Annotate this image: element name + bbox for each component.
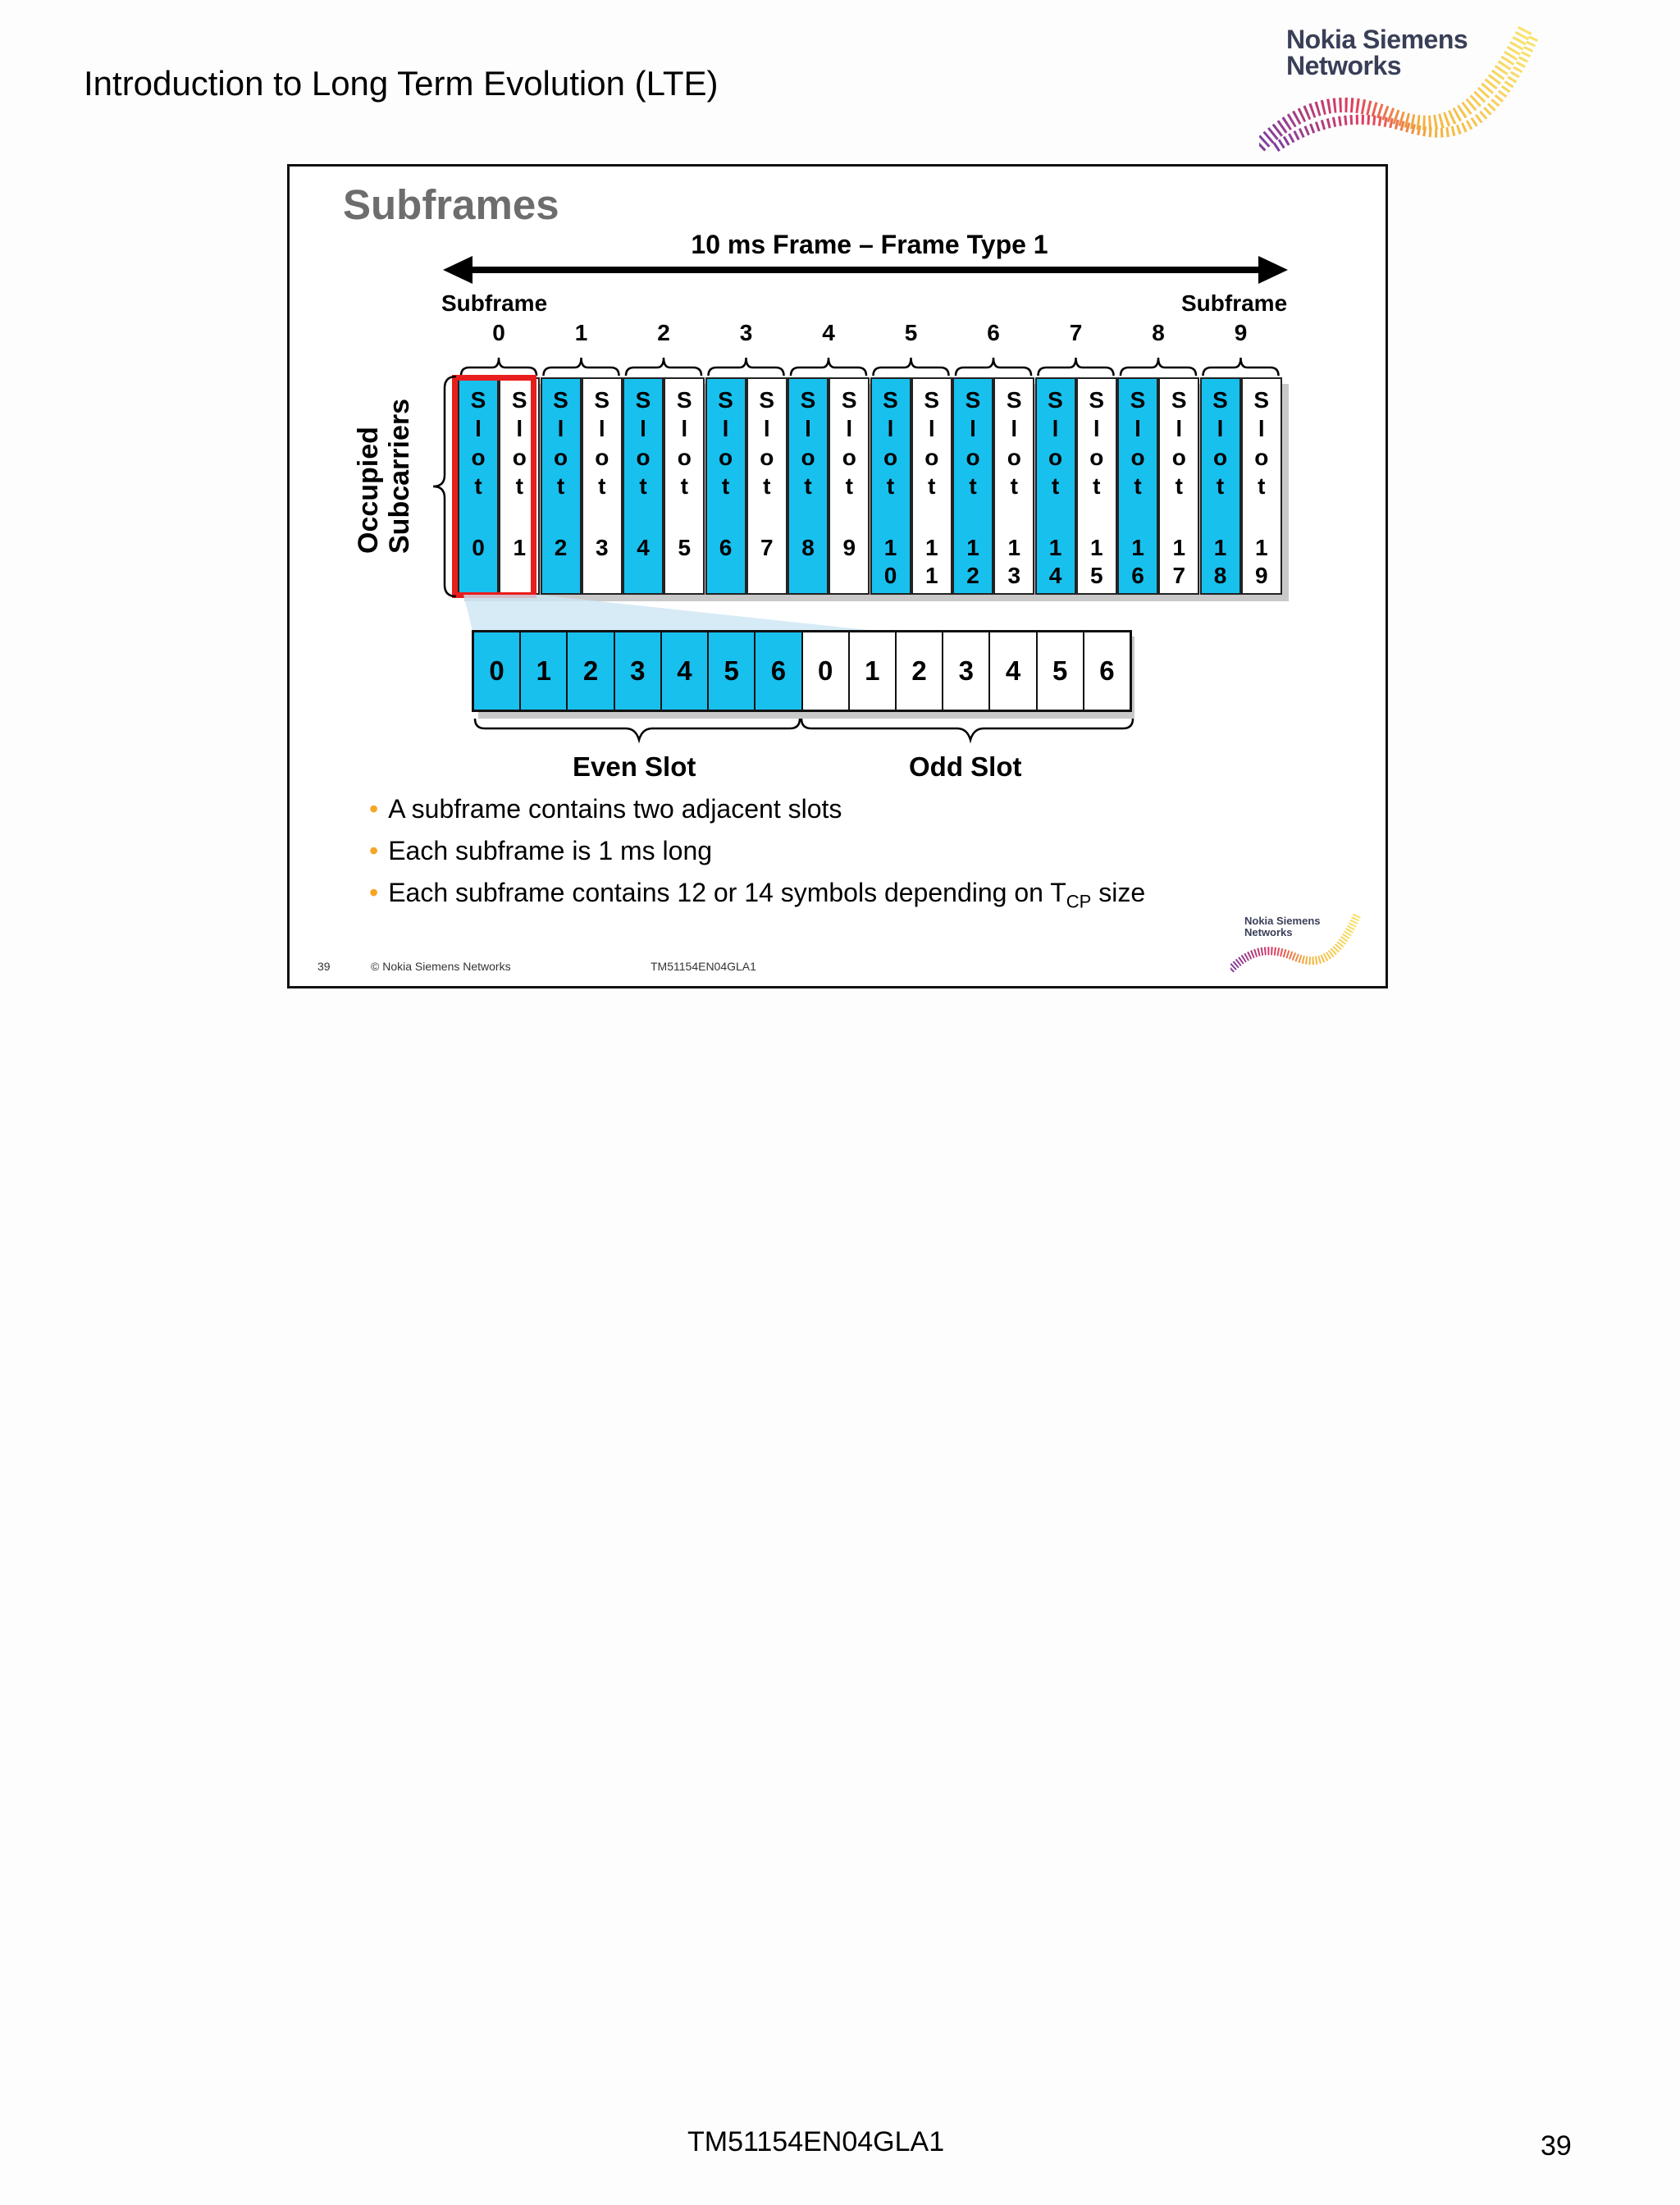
slot-letter: l — [1217, 416, 1224, 441]
slot-letter: S — [1089, 387, 1105, 413]
slot-number-digit: 1 — [513, 535, 527, 560]
symbol-cell: 6 — [756, 632, 802, 710]
slot-letter: l — [722, 416, 729, 441]
slot-letter: l — [557, 416, 564, 441]
slot-letter: t — [474, 473, 482, 499]
symbol-cell: 4 — [990, 632, 1037, 710]
slot-number-digit: 1 — [1048, 535, 1062, 560]
slot-letter: l — [681, 416, 688, 441]
slot-number-digit: 3 — [595, 535, 609, 560]
mini-nsn-logo-text — [1244, 915, 1321, 938]
subframe-braces — [458, 353, 1282, 379]
slot-letter: l — [516, 416, 523, 441]
bullet-text: Each subframe is 1 ms long — [388, 836, 713, 865]
slot-10 — [870, 377, 911, 595]
page-header-title: Introduction to Long Term Evolution (LTE) — [84, 64, 719, 103]
subframe-number: 1 — [574, 320, 588, 345]
subframe-number: 7 — [1069, 320, 1083, 345]
subframe-number: 0 — [492, 320, 505, 345]
slot-number-digit: 1 — [1131, 535, 1144, 560]
symbol-cell: 0 — [803, 632, 850, 710]
bullet-dot-icon: • — [369, 878, 379, 907]
slot-letter: t — [763, 473, 771, 499]
slide-number: 39 — [317, 960, 331, 973]
slot-15 — [1076, 377, 1117, 595]
logo-line-2: Networks — [1286, 51, 1402, 80]
symbol-cell: 3 — [615, 632, 662, 710]
slot-letter: o — [677, 445, 692, 470]
bullet-item — [369, 836, 712, 866]
symbol-cell: 0 — [474, 632, 521, 710]
slot-letter: t — [845, 473, 853, 499]
slot-19 — [1241, 377, 1282, 595]
slot-letter: S — [511, 387, 527, 413]
footer-page-number: 39 — [1541, 2130, 1572, 2162]
slot-number-digit: 6 — [1131, 563, 1144, 588]
slot-letter: S — [470, 387, 486, 413]
slot-letter: t — [721, 473, 730, 499]
slot-letter: o — [760, 445, 774, 470]
slot-letter: o — [718, 445, 733, 470]
slot-letter: t — [928, 473, 936, 499]
slot-letter: S — [635, 387, 651, 413]
even-slot-label: Even Slot — [573, 751, 696, 782]
slot-number-digit: 7 — [1172, 563, 1186, 588]
slot-letter: S — [553, 387, 568, 413]
slot-letter: o — [553, 445, 568, 470]
slot-letter: l — [598, 416, 605, 441]
slot-number-digit: 8 — [1213, 563, 1227, 588]
slot-number-digit: 9 — [842, 535, 856, 560]
logo-line-1: Nokia Siemens — [1286, 25, 1468, 54]
subframe-0-highlight — [452, 375, 536, 598]
symbol-cell: 5 — [709, 632, 756, 710]
slot-letter: S — [883, 387, 898, 413]
slot-letter: S — [594, 387, 610, 413]
slot-16 — [1117, 377, 1158, 595]
slot-letter: l — [1052, 416, 1059, 441]
slot-letter: o — [883, 445, 898, 470]
slot-letter: S — [759, 387, 775, 413]
bullet-item — [369, 878, 1145, 912]
slot-letter: S — [1171, 387, 1187, 413]
slot-number-digit: 1 — [1172, 535, 1186, 560]
bullet-dot-icon: • — [369, 794, 379, 824]
symbol-cell: 5 — [1038, 632, 1084, 710]
slot-letter: o — [924, 445, 939, 470]
slot-letter: o — [1048, 445, 1063, 470]
symbol-row — [472, 630, 1132, 712]
slot-letter: o — [842, 445, 856, 470]
symbol-cell: 3 — [943, 632, 990, 710]
subframe-number: 4 — [822, 320, 835, 345]
slot-number-digit: 1 — [1254, 535, 1268, 560]
nsn-logo-text — [1286, 26, 1468, 79]
slot-letter: t — [1258, 473, 1266, 499]
slot-letter: o — [1130, 445, 1145, 470]
slot-letter: l — [846, 416, 853, 441]
slot-letter: o — [1007, 445, 1021, 470]
slot-17 — [1158, 377, 1199, 595]
slot-letter: t — [1093, 473, 1101, 499]
slot-3 — [582, 377, 623, 595]
slot-letter: t — [1010, 473, 1018, 499]
symbol-cell: 6 — [1084, 632, 1130, 710]
slot-number-digit: 1 — [924, 563, 938, 588]
slot-letter: l — [475, 416, 482, 441]
slot-number-digit: 1 — [1007, 535, 1021, 560]
slot-letter: S — [1048, 387, 1063, 413]
symbol-cell: 2 — [568, 632, 614, 710]
slot-13 — [993, 377, 1034, 595]
slot-4 — [623, 377, 664, 595]
slot-letter: t — [680, 473, 688, 499]
slot-letter: S — [841, 387, 857, 413]
symbol-cell: 1 — [521, 632, 568, 710]
slot-number-digit: 5 — [1089, 563, 1103, 588]
slot-letter: l — [763, 416, 770, 441]
slot-letter: l — [1134, 416, 1141, 441]
symbol-cell: 4 — [662, 632, 709, 710]
slot-letter: t — [804, 473, 812, 499]
slot-letter: l — [1011, 416, 1018, 441]
slot-number-digit: 5 — [678, 535, 692, 560]
slot-number-digit: 0 — [883, 563, 897, 588]
symbol-cell: 1 — [850, 632, 897, 710]
slot-number-digit: 1 — [966, 535, 979, 560]
slot-letter: t — [639, 473, 647, 499]
slot-2 — [541, 377, 582, 595]
slot-letter: o — [801, 445, 815, 470]
frame-label: 10 ms Frame – Frame Type 1 — [691, 230, 1048, 259]
subframe-label-left: Subframe — [441, 290, 548, 316]
slot-number-digit: 8 — [801, 535, 815, 560]
slot-letter: S — [965, 387, 981, 413]
slot-letter: t — [969, 473, 977, 499]
odd-slot-label: Odd Slot — [909, 751, 1022, 782]
subframe-number: 9 — [1234, 320, 1248, 345]
slot-letter: l — [1258, 416, 1265, 441]
occupied-brace — [427, 373, 459, 600]
slot-letter: S — [676, 387, 692, 413]
slot-letter: t — [1051, 473, 1060, 499]
slot-letter: o — [1171, 445, 1186, 470]
slot-number-digit: 7 — [760, 535, 774, 560]
symbol-cell: 2 — [897, 632, 943, 710]
slot-letter: o — [966, 445, 980, 470]
bullet-tail: size — [1091, 878, 1146, 907]
slot-letter: t — [886, 473, 895, 499]
slot-letter: S — [718, 387, 733, 413]
slot-number-digit: 1 — [1213, 535, 1227, 560]
subframe-number: 2 — [657, 320, 670, 345]
slot-braces — [472, 715, 1136, 748]
slot-letter: t — [1134, 473, 1142, 499]
slot-5 — [664, 377, 705, 595]
slot-letter: t — [1216, 473, 1225, 499]
slot-letter: l — [928, 416, 935, 441]
subframe-number: 5 — [904, 320, 918, 345]
slot-letter: S — [800, 387, 816, 413]
slot-letter: l — [1093, 416, 1100, 441]
slot-letter: S — [1130, 387, 1146, 413]
slot-letter: o — [1089, 445, 1104, 470]
slot-letter: S — [924, 387, 940, 413]
slot-number-digit: 9 — [1254, 563, 1268, 588]
occupied-subcarriers-label — [353, 357, 415, 554]
slot-letter: o — [595, 445, 609, 470]
slot-letter: l — [970, 416, 976, 441]
slot-letter: t — [598, 473, 606, 499]
slot-11 — [911, 377, 952, 595]
slot-letter: S — [1253, 387, 1270, 413]
slide-code: TM51154EN04GLA1 — [651, 960, 756, 973]
mini-logo-line-1: Nokia Siemens — [1244, 915, 1321, 927]
slot-number-digit: 4 — [637, 535, 650, 560]
slot-9 — [829, 377, 870, 595]
slide-title: Subframes — [343, 181, 559, 228]
slot-letter: t — [1175, 473, 1183, 499]
slot-letter: l — [805, 416, 811, 441]
slot-6 — [705, 377, 746, 595]
slot-letter: o — [1212, 445, 1228, 470]
slot-letter: o — [512, 445, 527, 470]
slot-7 — [746, 377, 788, 595]
slide-copyright: © Nokia Siemens Networks — [371, 960, 511, 973]
frame-double-arrow — [443, 256, 1288, 284]
slot-number-digit: 1 — [924, 535, 938, 560]
slot-number-digit: 2 — [554, 535, 568, 560]
slot-number-digit: 6 — [719, 535, 733, 560]
slot-number-digit: 4 — [1048, 563, 1062, 588]
axis-label-line-1: Occupied — [353, 427, 384, 554]
slot-18 — [1200, 377, 1241, 595]
slot-letter: l — [640, 416, 646, 441]
axis-label-line-2: Subcarriers — [384, 399, 415, 554]
slot-number-digit: 0 — [472, 535, 485, 560]
slot-letter: o — [471, 445, 486, 470]
slot-number-digit: 3 — [1007, 563, 1021, 588]
subframe-label-right: Subframe — [1181, 290, 1288, 316]
bullet-item — [369, 794, 842, 824]
slot-number-digit: 2 — [966, 563, 979, 588]
bullet-text: A subframe contains two adjacent slots — [388, 794, 842, 824]
bullet-dot-icon: • — [369, 836, 379, 865]
slot-letter: l — [887, 416, 894, 441]
bullet-subscript: CP — [1066, 891, 1092, 912]
slot-grid — [458, 377, 1282, 595]
slot-letter: S — [1006, 387, 1022, 413]
slot-number-digit: 1 — [1089, 535, 1103, 560]
slot-number-digit: 1 — [883, 535, 897, 560]
slot-14 — [1035, 377, 1076, 595]
slot-8 — [788, 377, 829, 595]
slot-letter: o — [636, 445, 651, 470]
slot-12 — [952, 377, 993, 595]
subframe-number: 6 — [987, 320, 1000, 345]
subframe-number: 3 — [739, 320, 753, 345]
slot-letter: l — [1176, 416, 1183, 441]
slot-letter: o — [1254, 445, 1269, 470]
footer-doc-code: TM51154EN04GLA1 — [687, 2126, 945, 2157]
slot-letter: t — [515, 473, 523, 499]
mini-logo-line-2: Networks — [1244, 926, 1293, 938]
subframe-number: 8 — [1152, 320, 1165, 345]
slot-letter: S — [1212, 387, 1228, 413]
slot-letter: t — [556, 473, 565, 499]
bullet-text: Each subframe contains 12 or 14 symbols depending on T — [388, 878, 1066, 907]
